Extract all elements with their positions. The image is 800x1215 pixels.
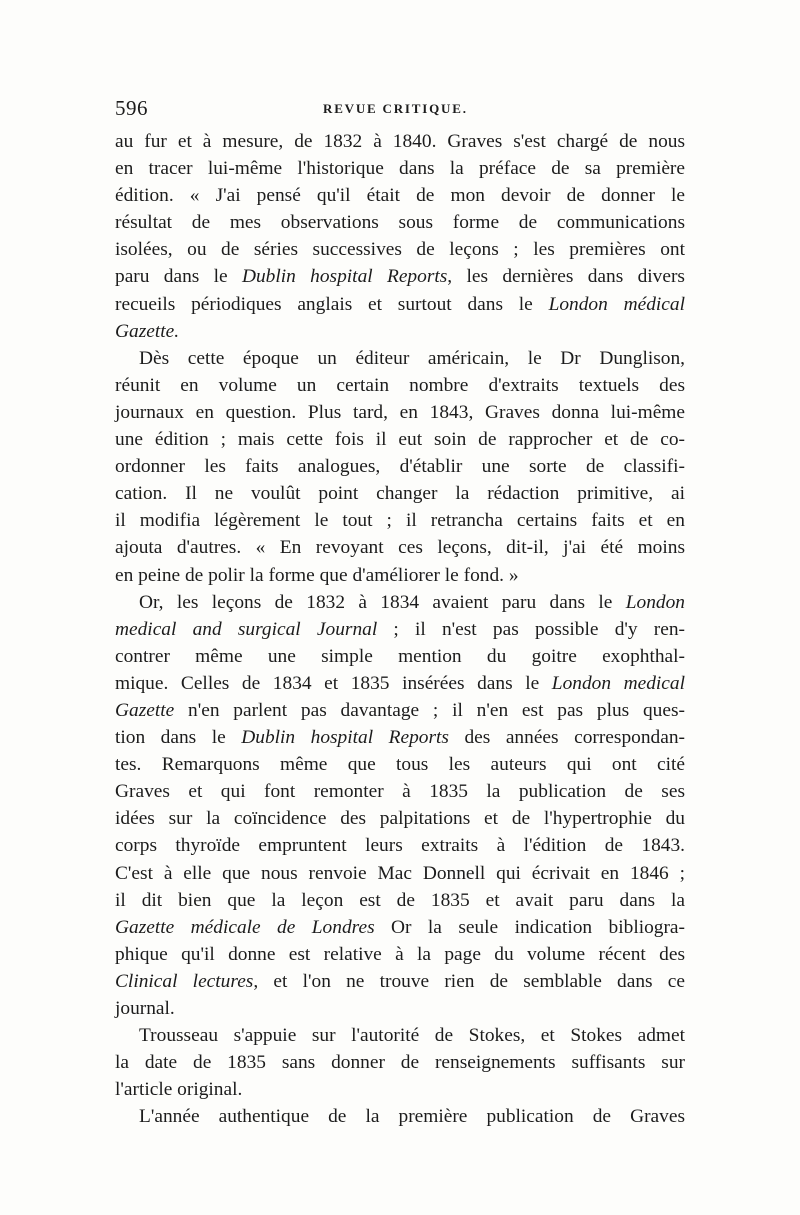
text-line: au fur et à mesure, de 1832 à 1840. Graves s'est chargé de nous bbox=[115, 131, 685, 152]
body-text bbox=[115, 128, 685, 1130]
page-number: 596 bbox=[115, 96, 148, 120]
text-line: tes. Remarquons même que tous les auteurs qui ont cité bbox=[115, 754, 685, 776]
text-line: Trousseau s'appuie sur l'autorité de Stokes, et Stokes admet bbox=[139, 1025, 685, 1047]
text-line: Clinical lectures, et l'on ne trouve rien de semblable dans ce bbox=[115, 970, 685, 992]
text-line: contrer même une simple mention du goitre exophthal- bbox=[115, 645, 685, 667]
text-line: isolées, ou de séries successives de leçons ; les premières ont bbox=[115, 239, 685, 261]
text-line: journaux en question. Plus tard, en 1843, Graves donna lui-même bbox=[115, 401, 685, 423]
text-line: Gazette médicale de Londres Or la seule indication bibliogra- bbox=[115, 916, 685, 938]
text-line: journal. bbox=[115, 998, 175, 1019]
text-line: corps thyroïde empruntent leurs extraits à l'édition de 1843. bbox=[115, 835, 685, 857]
text-line: édition. « J'ai pensé qu'il était de mon devoir de donner le bbox=[115, 185, 685, 207]
text-line: il dit bien que la leçon est de 1835 et avait paru dans la bbox=[115, 889, 685, 911]
text-line: paru dans le Dublin hospital Reports, les dernières dans divers bbox=[115, 266, 685, 288]
text-line: l'article original. bbox=[115, 1079, 243, 1101]
text-line: phique qu'il donne est relative à la page du volume récent des bbox=[115, 943, 685, 965]
text-line: Graves et qui font remonter à 1835 la publication de ses bbox=[115, 781, 685, 803]
text-line: Gazette. bbox=[115, 320, 180, 342]
text-line: Or, les leçons de 1832 à 1834 avaient paru dans le London bbox=[139, 591, 685, 613]
text-line: la date de 1835 sans donner de renseignements suffisants sur bbox=[115, 1052, 685, 1074]
text-line: ajouta d'autres. « En revoyant ces leçons, dit-il, j'ai été moins bbox=[115, 537, 685, 559]
page-header bbox=[115, 96, 685, 126]
text-line: C'est à elle que nous renvoie Mac Donnell qui écrivait en 1846 ; bbox=[115, 862, 685, 884]
text-line: cation. Il ne voulût point changer la rédaction primitive, ai bbox=[115, 483, 685, 505]
text-line: ordonner les faits analogues, d'établir une sorte de classifi- bbox=[115, 456, 685, 478]
text-line: en peine de polir la forme que d'améliorer le fond. » bbox=[115, 564, 519, 586]
text-line: Gazette n'en parlent pas davantage ; il n'en est pas plus ques- bbox=[115, 699, 685, 721]
text-line: mique. Celles de 1834 et 1835 insérées dans le London medical bbox=[115, 672, 685, 694]
text-line: Dès cette époque un éditeur américain, le Dr Dunglison, bbox=[139, 347, 685, 369]
text-line: L'année authentique de la première publication de Graves bbox=[139, 1106, 685, 1128]
text-line: idées sur la coïncidence des palpitations et de l'hypertrophie du bbox=[115, 808, 685, 830]
text-line: medical and surgical Journal ; il n'est pas possible d'y ren- bbox=[115, 618, 685, 640]
text-line: résultat de mes observations sous forme de communications bbox=[115, 212, 685, 234]
text-line: recueils périodiques anglais et surtout dans le London médical bbox=[115, 293, 685, 315]
text-line: réunit en volume un certain nombre d'extraits textuels des bbox=[115, 374, 685, 396]
text-line: il modifia légèrement le tout ; il retrancha certains faits et en bbox=[115, 510, 685, 532]
text-line: en tracer lui-même l'historique dans la préface de sa première bbox=[115, 158, 685, 180]
text-line: une édition ; mais cette fois il eut soin de rapprocher et de co- bbox=[115, 429, 685, 451]
running-head: REVUE CRITIQUE. bbox=[323, 101, 468, 116]
text-line: tion dans le Dublin hospital Reports des années correspondan- bbox=[115, 727, 686, 749]
